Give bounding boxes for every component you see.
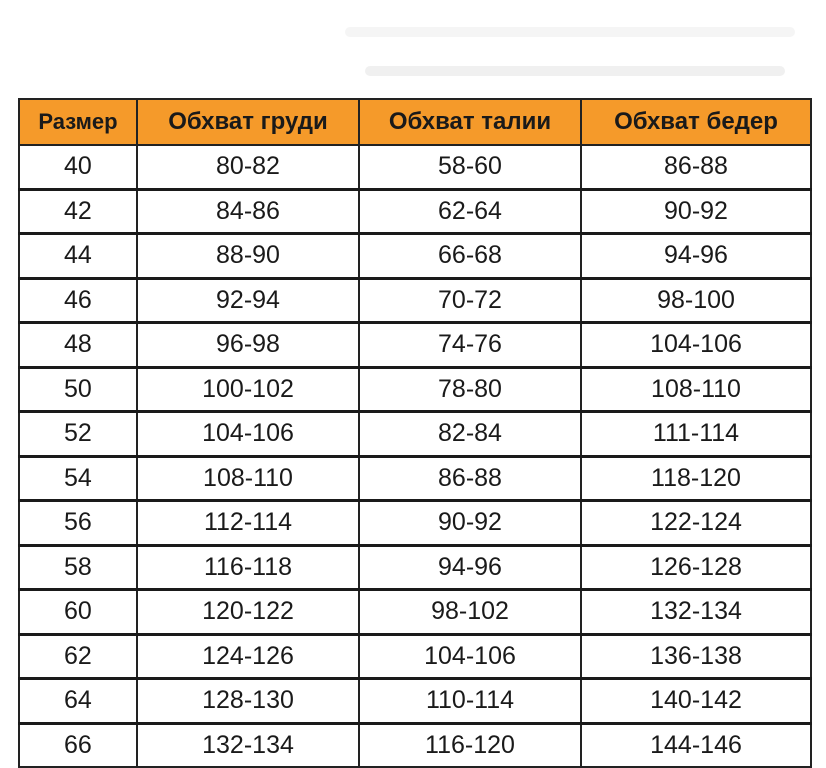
cell-hips: 98-100: [581, 278, 811, 323]
table-row: [19, 234, 811, 279]
cell-chest: 84-86: [137, 189, 359, 234]
cell-size: 42: [19, 189, 137, 234]
cell-size: 64: [19, 679, 137, 724]
cell-chest: 100-102: [137, 367, 359, 412]
cell-chest: 96-98: [137, 323, 359, 368]
cell-waist: 94-96: [359, 545, 581, 590]
cell-size: 40: [19, 145, 137, 189]
cell-hips: 90-92: [581, 189, 811, 234]
cell-hips: 126-128: [581, 545, 811, 590]
cell-chest: 92-94: [137, 278, 359, 323]
cell-chest: 132-134: [137, 723, 359, 767]
cell-size: 50: [19, 367, 137, 412]
cell-waist: 82-84: [359, 412, 581, 457]
table-row: [19, 723, 811, 767]
cell-waist: 74-76: [359, 323, 581, 368]
cell-size: 48: [19, 323, 137, 368]
cell-size: 58: [19, 545, 137, 590]
cell-hips: 108-110: [581, 367, 811, 412]
cell-chest: 80-82: [137, 145, 359, 189]
cell-waist: 98-102: [359, 590, 581, 635]
table-row: [19, 189, 811, 234]
cell-chest: 108-110: [137, 456, 359, 501]
cell-size: 62: [19, 634, 137, 679]
cell-hips: 144-146: [581, 723, 811, 767]
cell-waist: 86-88: [359, 456, 581, 501]
cell-chest: 88-90: [137, 234, 359, 279]
cell-waist: 116-120: [359, 723, 581, 767]
table-row: [19, 634, 811, 679]
cell-hips: 111-114: [581, 412, 811, 457]
table-row: [19, 323, 811, 368]
table-row: [19, 456, 811, 501]
cell-size: 60: [19, 590, 137, 635]
cell-size: 44: [19, 234, 137, 279]
cell-chest: 116-118: [137, 545, 359, 590]
cell-waist: 66-68: [359, 234, 581, 279]
faded-caption-line: [345, 27, 795, 37]
cell-hips: 122-124: [581, 501, 811, 546]
cell-waist: 58-60: [359, 145, 581, 189]
size-chart-table: [18, 98, 812, 768]
table-row: [19, 679, 811, 724]
cell-waist: 110-114: [359, 679, 581, 724]
header-size: Размер: [19, 99, 137, 145]
cell-chest: 104-106: [137, 412, 359, 457]
header-hips: Обхват бедер: [581, 99, 811, 145]
cell-hips: 86-88: [581, 145, 811, 189]
cell-chest: 124-126: [137, 634, 359, 679]
cell-waist: 104-106: [359, 634, 581, 679]
cell-chest: 120-122: [137, 590, 359, 635]
cell-waist: 62-64: [359, 189, 581, 234]
cell-chest: 128-130: [137, 679, 359, 724]
cell-hips: 136-138: [581, 634, 811, 679]
table-row: [19, 412, 811, 457]
table-row: [19, 145, 811, 189]
cell-size: 56: [19, 501, 137, 546]
cell-size: 54: [19, 456, 137, 501]
cell-size: 46: [19, 278, 137, 323]
cell-hips: 118-120: [581, 456, 811, 501]
cell-waist: 90-92: [359, 501, 581, 546]
cell-hips: 104-106: [581, 323, 811, 368]
header-row: [19, 99, 811, 145]
cell-size: 66: [19, 723, 137, 767]
table-row: [19, 545, 811, 590]
table-row: [19, 367, 811, 412]
header-chest: Обхват груди: [137, 99, 359, 145]
table-body: [19, 145, 811, 767]
table-row: [19, 501, 811, 546]
faded-caption-line: [365, 66, 785, 76]
cell-hips: 94-96: [581, 234, 811, 279]
cell-hips: 140-142: [581, 679, 811, 724]
cell-size: 52: [19, 412, 137, 457]
cell-chest: 112-114: [137, 501, 359, 546]
header-waist: Обхват талии: [359, 99, 581, 145]
table-row: [19, 278, 811, 323]
table-row: [19, 590, 811, 635]
cell-waist: 70-72: [359, 278, 581, 323]
cell-waist: 78-80: [359, 367, 581, 412]
cell-hips: 132-134: [581, 590, 811, 635]
